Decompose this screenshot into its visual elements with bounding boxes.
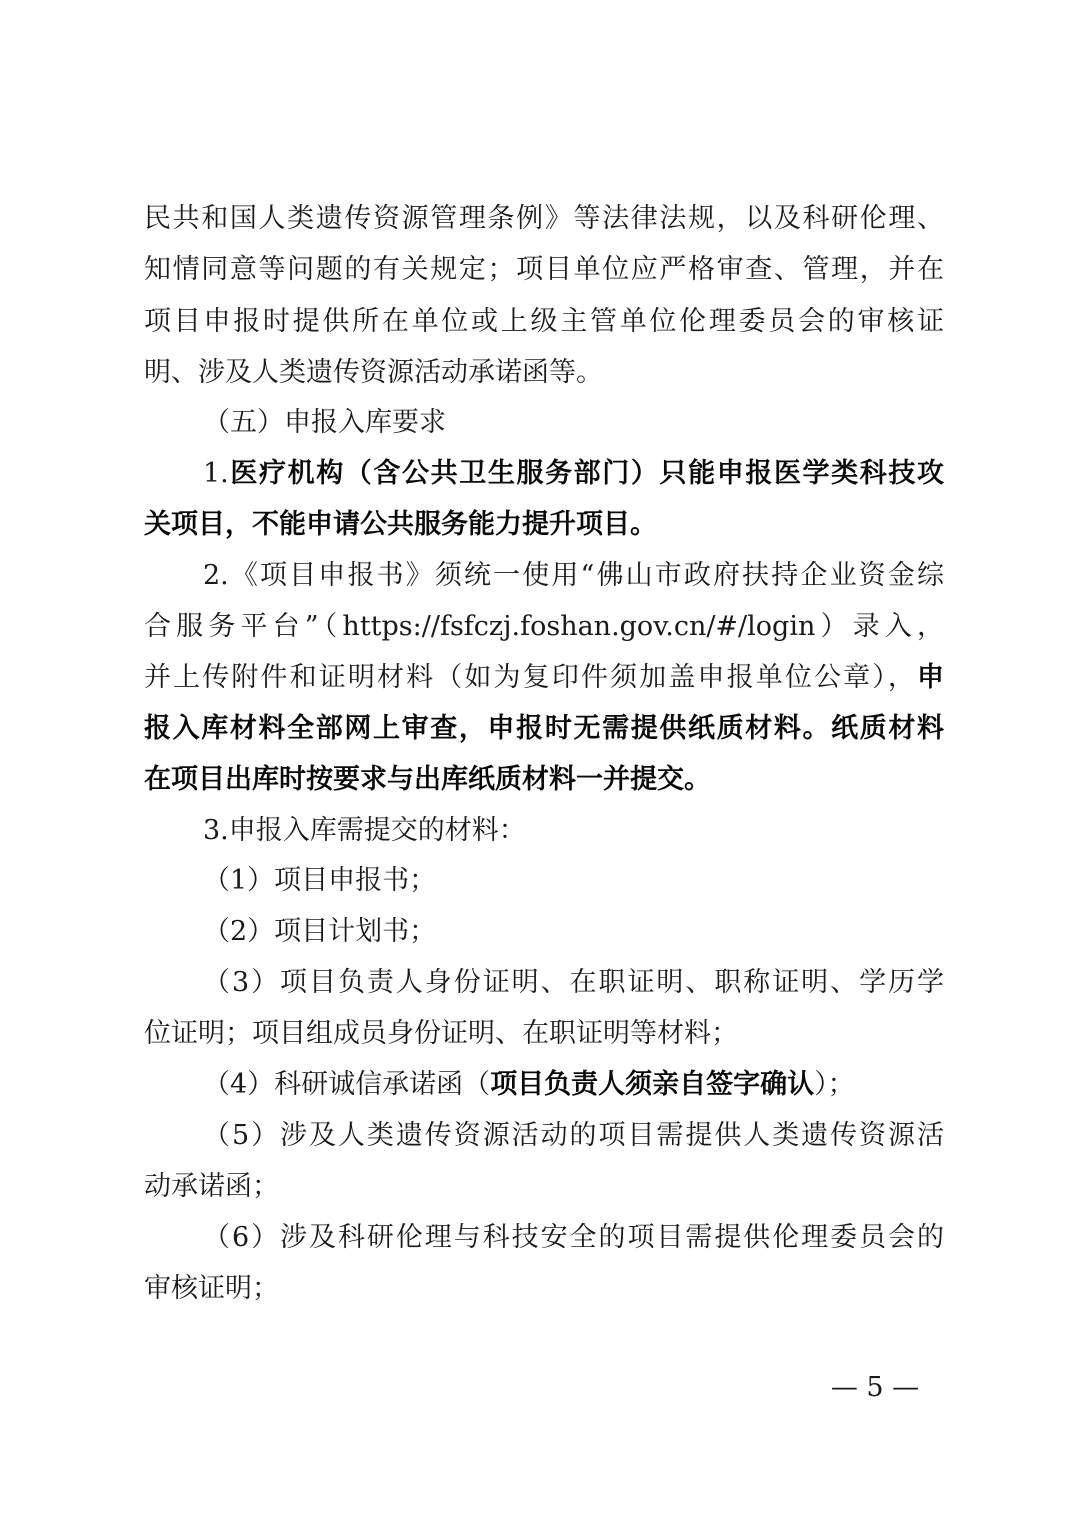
bold-text-segment: 申 [917,662,944,693]
text-segment: 合服务平台”（https://fsfczj.foshan.gov.cn/#/login）录入， [144,611,944,642]
text-segment: 1. [203,458,229,489]
text-segment: 并上传附件和证明材料（如为复印件须加盖申报单位公章）， [144,662,917,693]
text-line [203,857,944,905]
text-line [144,298,944,346]
bold-text-segment: 报入库材料全部网上审查，申报时无需提供纸质材料。纸质材料 [144,713,944,744]
text-line [144,1010,944,1058]
text-line [144,501,944,549]
text-segment: （1）项目申报书； [203,865,437,896]
text-segment: 民共和国人类遗传资源管理条例》等法律法规，以及科研伦理、 [144,203,944,234]
text-segment: （3）项目负责人身份证明、在职证明、职称证明、学历学 [203,967,944,998]
text-segment: （4）科研诚信承诺函（ [203,1069,491,1100]
text-segment: 3.申报入库需提交的材料： [203,815,526,846]
text-line [144,654,944,702]
text-line [203,1061,944,1109]
text-line [203,450,944,498]
text-segment: 项目申报时提供所在单位或上级主管单位伦理委员会的审核证 [144,306,944,337]
text-line [203,908,944,956]
text-segment: （2）项目计划书； [203,916,437,947]
text-line [144,1163,944,1211]
text-line [203,552,944,600]
text-line [203,959,944,1007]
text-segment: 审核证明； [144,1273,279,1304]
text-segment: 动承诺函； [144,1171,279,1202]
text-segment: （5）涉及人类遗传资源活动的项目需提供人类遗传资源活 [203,1120,944,1151]
text-segment: 明、涉及人类遗传资源活动承诺函等。 [144,357,603,388]
text-segment: 2.《项目申报书》须统一使用“佛山市政府扶持企业资金综 [203,560,944,591]
bold-text-segment: 在项目出库时按要求与出库纸质材料一并提交。 [144,764,711,795]
text-line [144,1265,944,1313]
text-line [203,1214,944,1262]
text-segment: 位证明；项目组成员身份证明、在职证明等材料； [144,1018,738,1049]
text-line [203,807,944,855]
bold-text-segment: 项目负责人须亲自签字确认 [490,1069,815,1100]
text-line [144,246,944,294]
text-line [144,603,944,651]
text-line [144,705,944,753]
text-line [144,349,944,397]
text-line [203,399,944,447]
text-line [203,1112,944,1160]
text-line [144,195,944,243]
bold-text-segment: 关项目，不能申请公共服务能力提升项目。 [144,509,657,540]
page-number: — 5 — [830,1372,920,1403]
bold-text-segment: 医疗机构（含公共卫生服务部门）只能申报医学类科技攻 [228,458,944,489]
text-segment: （五）申报入库要求 [203,407,446,438]
text-segment: （6）涉及科研伦理与科技安全的项目需提供伦理委员会的 [203,1222,944,1253]
text-line [144,756,944,804]
text-segment: ）； [814,1069,855,1100]
text-segment: 知情同意等问题的有关规定；项目单位应严格审查、管理，并在 [144,254,944,285]
